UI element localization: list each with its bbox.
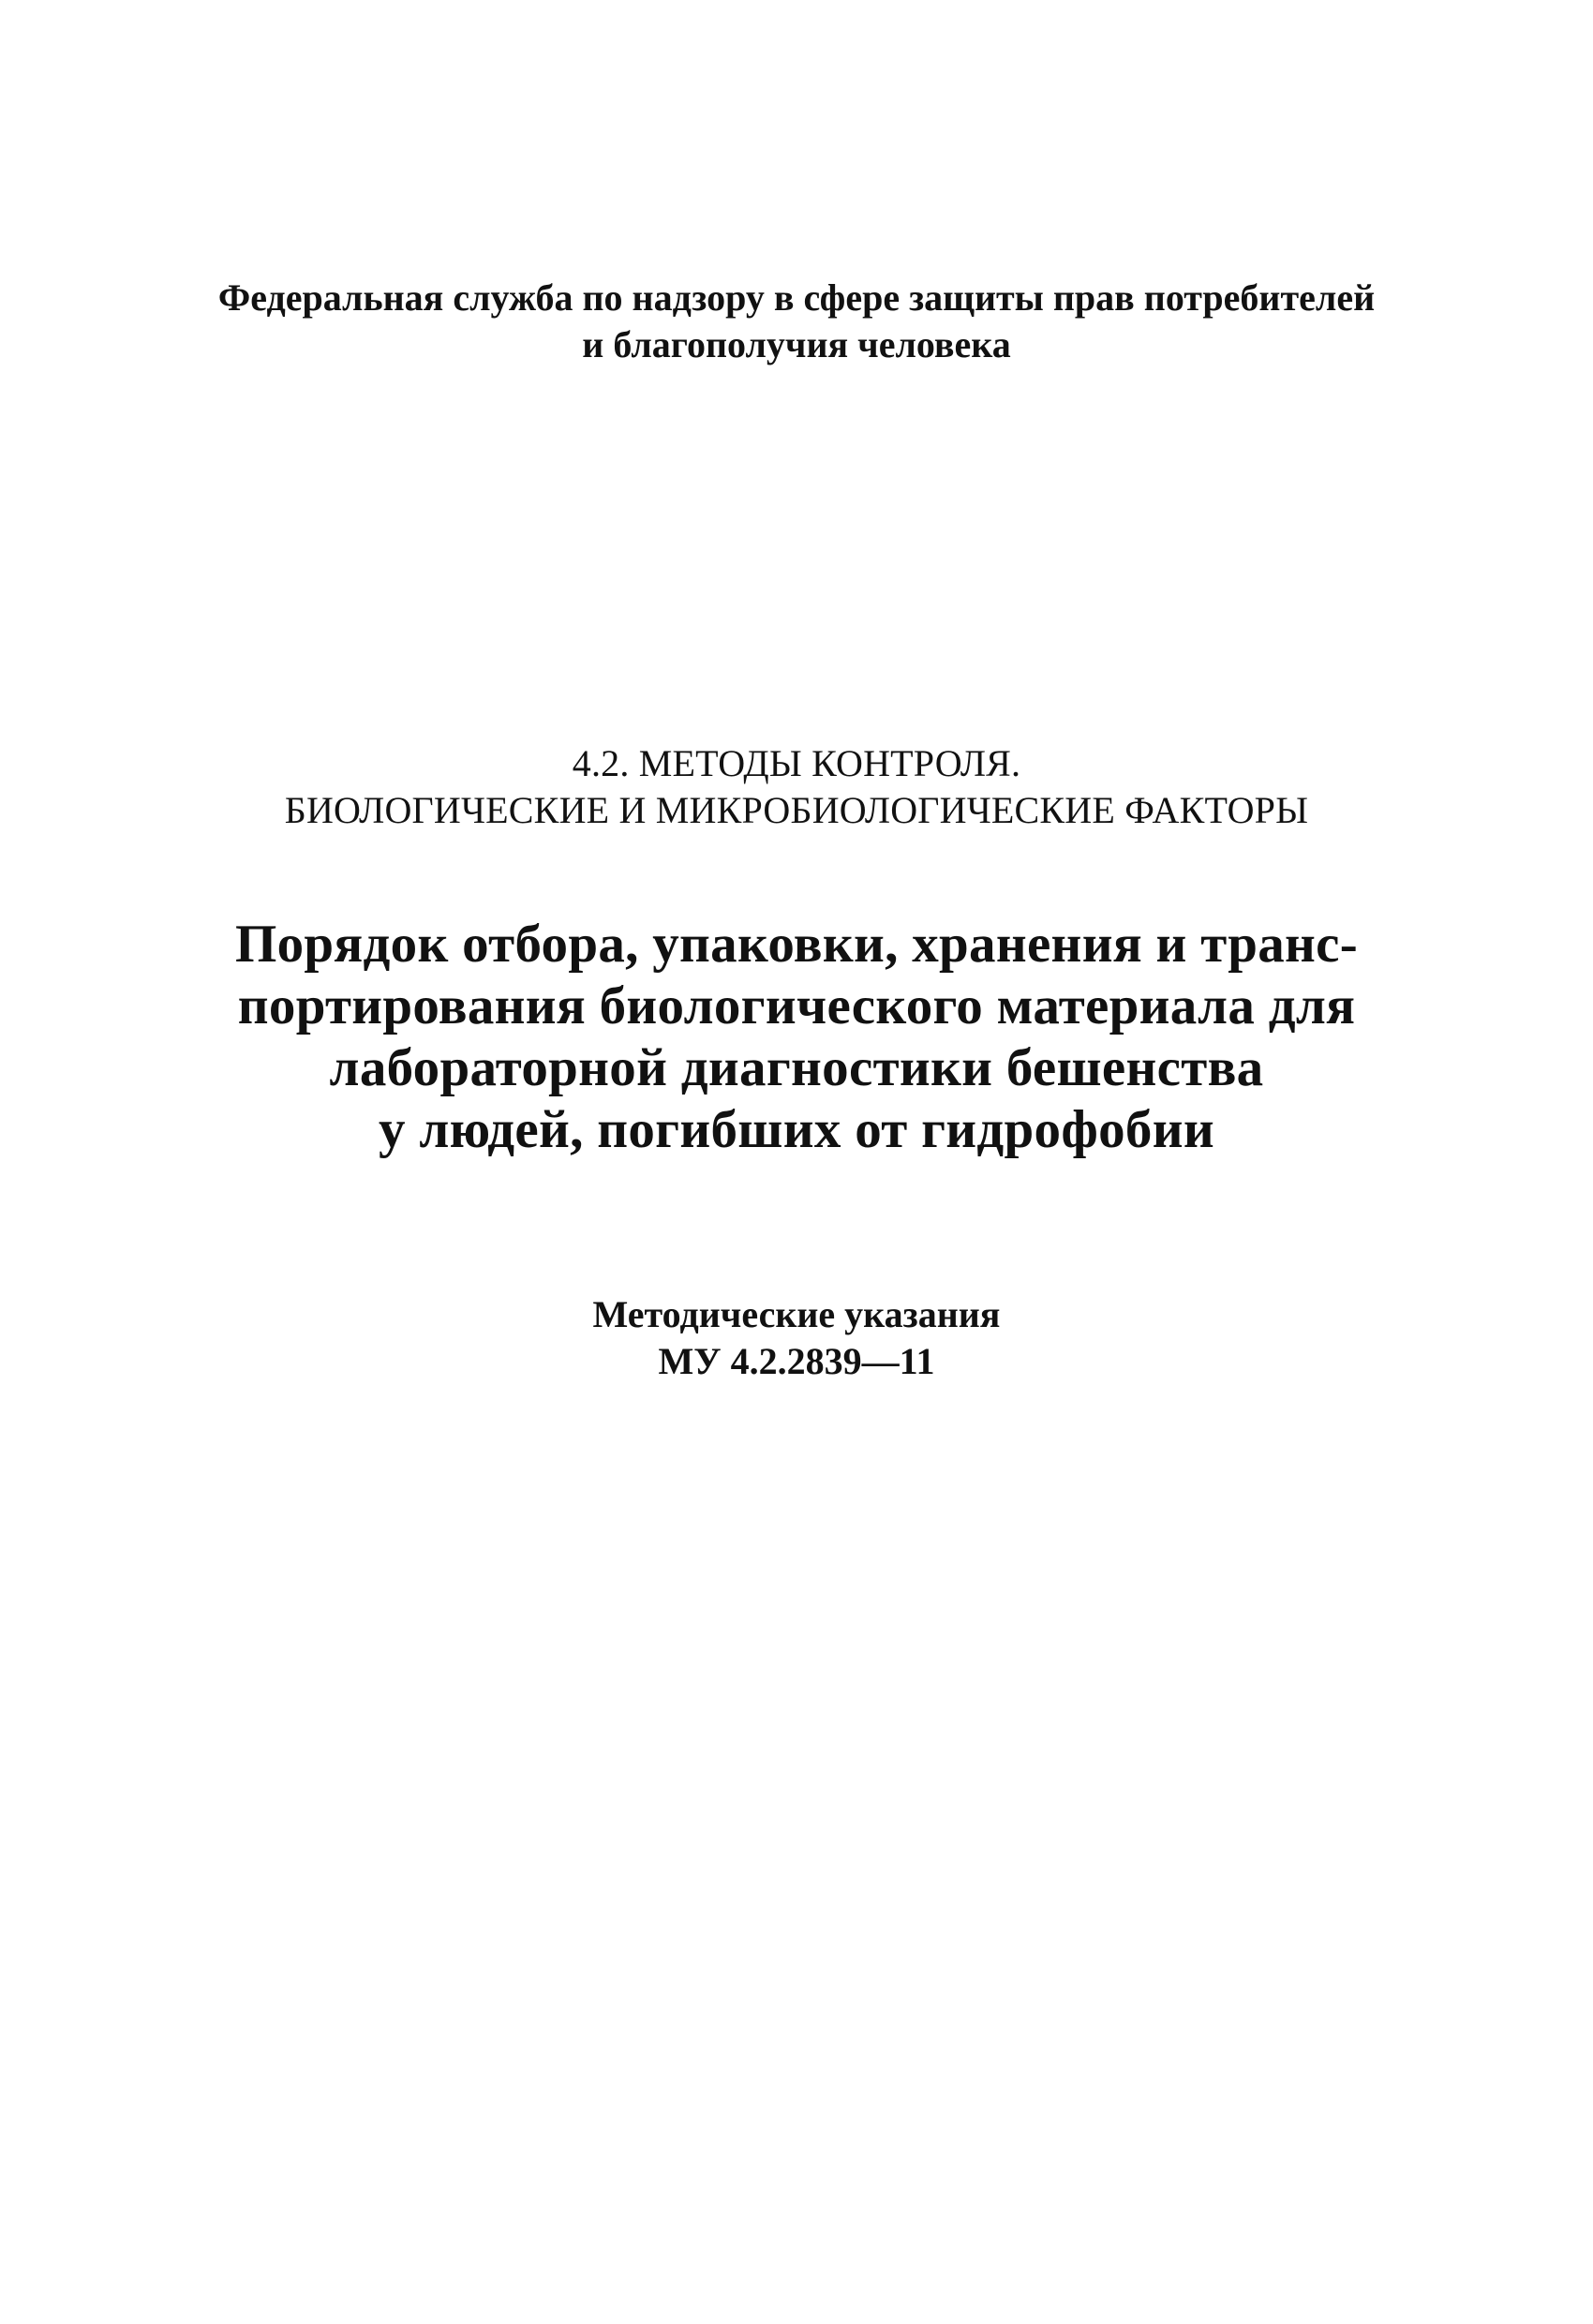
title-line-3: лабораторной диагностики бешенства [329,1038,1264,1097]
title-line-1: Порядок отбора, упаковки, хранения и транс- [234,915,1359,974]
section-heading [0,740,1593,834]
agency-header [0,275,1593,368]
document-type [0,1291,1593,1385]
section-line-1: 4.2. МЕТОДЫ КОНТРОЛЯ. [572,742,1021,784]
doctype-code: МУ 4.2.2839—11 [658,1340,935,1382]
agency-line-2: и благополучия человека [582,323,1011,365]
agency-line-1: Федеральная служба по надзору в сфере защиты прав потребителей [217,276,1376,319]
document-title [0,914,1593,1161]
title-line-2: портирования биологического материала для [237,976,1356,1035]
doctype-label: Методические указания [592,1293,1001,1335]
title-line-4: у людей, погибших от гидрофобии [379,1100,1214,1159]
section-line-2: БИОЛОГИЧЕСКИЕ И МИКРОБИОЛОГИЧЕСКИЕ ФАКТОРЫ [284,789,1309,831]
